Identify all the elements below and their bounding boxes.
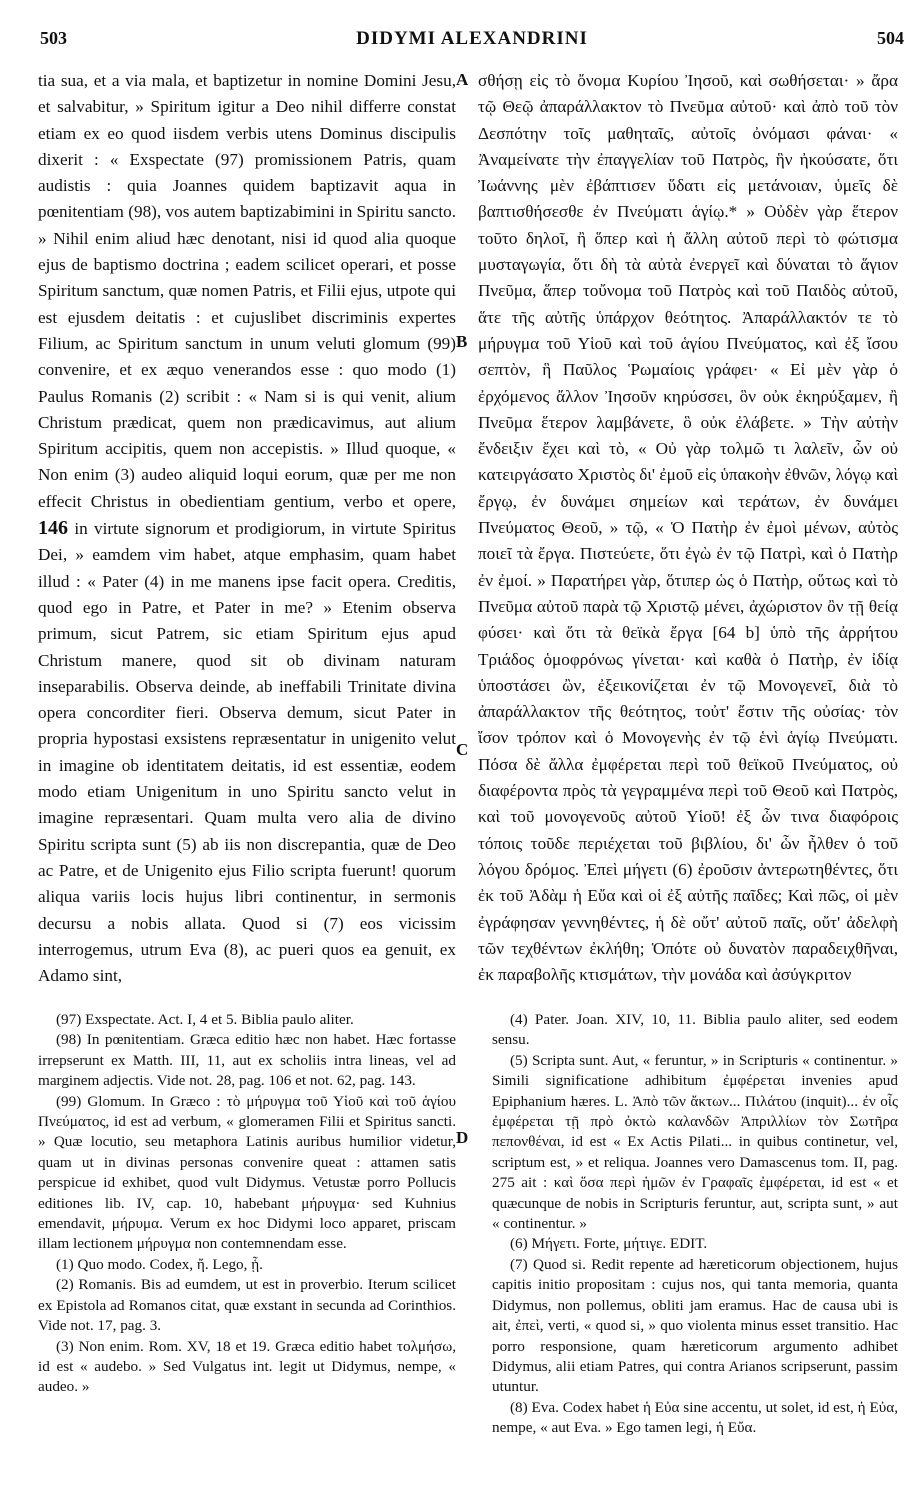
running-header — [40, 28, 904, 58]
latin-text-part-1: tia sua, et a via mala, et baptizetur in nomine Domini Jesu, et salvabitur, » Spiritum igitur a Deo nihil differre constat etiam ex eo quod iisdem verbis utens Dominus discipulis dixerit : « Exspectate (97) promissionem Patris, quam audistis : quia Joannes quidem baptizavit aqua in pœnitentiam (98), vos autem baptizabimini in Spiritu sancto. » Nihil enim aliud hæc denotant, nisi id quod alia quoque ejus de baptismo doctrina ; eadem scilicet operari, et posse Spiritum sanctum, quæ nomen Patris, et Filii ejus, utpote qui est ejusdem deitatis : et cujuslibet discriminis expertes Filium, ac Spiritum sanctum in unum veluti glomum (99) convenire, et ex æquo venerandos esse : quo modo (1) Paulus Romanis (2) scribit : « Nam si is qui venit, alium Christum prædicat, quem non prædicavimus, aut alium Spiritum accipitis, quem non accepistis. » Illud quoque, « Non enim (3) audeo aliquid loqui eorum, quæ per me non effecit Christus in obedientiam gentium, verbo et opere, — [38, 71, 456, 511]
latin-paragraph — [38, 68, 456, 989]
margin-letter-a: A — [456, 70, 469, 89]
latin-text-part-2: in virtute signorum et prodigiorum, in virtute Spiritus Dei, » eamdem vim habet, atque emphasim, quam habet illud : « Pater (4) in me manens ipse facit opera. Creditis, quod ego in Patre, et Pater in me? » Etenim observa primum, sicut Patrem, sic etiam Spiritum ejus apud Christum manere, quod sit ob divinam naturam inseparabilis. Observa deinde, ab ineffabili Trinitate divina opera concorditer fieri. Observa demum, sicut Pater in propria hypostasi exsistens repræsentatur in unigenito velut in imagine ob identitatem deitatis, id est essentiæ, eodem modo etiam Unigenitum in uno Spiritu sancto velut in imagine repræsentari. Quam multa vero alia de divino Spiritu scripta sunt (5) ab iis non discrepantia, quæ de Deo ac Patre, et de Unigenito ejus Filio scripta fuerunt! quorum aliqua variis locis hujus libri continentur, in sermonis decursu a nobis allata. Quod si (7) eos vicissim interrogemus, utrum Eva (8), ac pueri quos ea genuit, ex Adamo sint, — [38, 519, 456, 986]
footnote: (98) In pœnitentiam. Græca editio hæc non habet. Hæc fortasse irrepserunt ex Matth. III, 11, aut ex scholiis intra lineas, vel ad marginem adjectis. Vide not. 28, pag. 106 et not. 62, pag. 143. — [38, 1031, 456, 1090]
page-number-left: 503 — [40, 28, 67, 48]
footnote-separator — [38, 1003, 900, 1004]
footnotes-left — [38, 1010, 456, 1490]
footnote: (97) Exspectate. Act. I, 4 et 5. Biblia paulo aliter. — [56, 1011, 354, 1028]
greek-paragraph: σθήσῃ εἰς τὸ ὄνομα Κυρίου Ἰησοῦ, καὶ σωθήσεται· » ἄρα τῷ Θεῷ ἀπαράλλακτον τὸ Πνεῦμα αὐτοῦ· καὶ ἀπὸ τοῦ τὸν Δεσπότην τοῖς μαθηταῖς, αὐτοῖς ὀνόμασι φάναι· « Ἀναμείνατε τὴν ἐπαγγελίαν τοῦ Πατρὸς, ἣν ἠκούσατε, ὅτι Ἰωάννης μὲν ἐβάπτισεν ὕδατι εἰς μετάνοιαν, ὑμεῖς δὲ βαπτισθήσεσθε ἐν Πνεύματι ἁγίῳ.* » Οὐδὲν γὰρ ἕτερον τοῦτο δηλοῖ, ἢ ὅπερ καὶ ἡ ἄλλη αὐτοῦ περὶ τὸ φώτισμα μυσταγωγία, ὅτι δὴ τὰ αὐτὰ ἐνεργεῖ καὶ δύναται τὸ ἅγιον Πνεῦμα, ἅπερ τοὔνομα τοῦ Πατρὸς καὶ τοῦ Παιδὸς αὐτοῦ, ἅτε τῆς αὐτῆς ὑπάρχον θεότητος. Ἀπαράλλακτόν τε τὸ μήρυγμα τοῦ Υἱοῦ καὶ τοῦ ἁγίου Πνεύματος, καὶ ἐξ ἴσου σεπτὸν, ἣ Παῦλος Ῥωμαίοις γράφει· « Εἰ μὲν γὰρ ὁ ἐρχόμενος ἄλλον Ἰησοῦν κηρύσσει, ὃν οὐκ ἐκηρύξαμεν, ἢ Πνεῦμα ἕτερον λαμβάνετε, ὃ οὐκ ἐλάβετε. » Τὴν αὐτὴν ἔνδειξιν ἔχει καὶ τὸ, « Οὐ γὰρ τολμῶ τι λαλεῖν, ὧν οὐ κατειργάσατο Χριστὸς δι' ἐμοῦ εἰς ὑπακοὴν ἐθνῶν, λόγῳ καὶ ἔργῳ, ἐν δυνάμει σημείων καὶ τεράτων, ἐν δυνάμει Πνεύματος Θεοῦ, » τῷ, « Ὁ Πατὴρ ἐν ἐμοὶ μένων, αὐτὸς ποιεῖ τὰ ἔργα. Πιστεύετε, ὅτι ἐγὼ ἐν τῷ Πατρὶ, καὶ ὁ Πατὴρ ἐν ἐμοί. » Παρατήρει γὰρ, ὅτιπερ ὡς ὁ Πατὴρ, οὕτως καὶ τὸ Πνεῦμα αὐτοῦ παρὰ τῷ Χριστῷ μένει, ἀχώριστον ὂν τῇ θείᾳ φύσει· καὶ ὅτι τὰ θεϊκὰ ἔργα [64 b] ὑπὸ τῆς ἀρρήτου Τριάδος ὁμοφρόνως γίνεται· καὶ καθὰ ὁ Πατὴρ, ἐν ἰδίᾳ ὑποστάσει ὢν, ἐξεικονίζεται ἐν τῷ Μονογενεῖ, διὰ τὸ ἀπαράλλακτον τῆς θεότητος, τοὐτ' ἔστιν τῆς οὐσίας· τὸν ἴσον τρόπον καὶ ὁ Μονογενὴς ἐν τῷ ἑνὶ ἁγίῳ Πνεύματι. Πόσα δὲ ἄλλα ἐμφέρεται περὶ τοῦ θεϊκοῦ Πνεύματος, οὐ διαφέροντα πρὸς τὰ γεγραμμένα περὶ τοῦ Θεοῦ καὶ Πατρὸς, καὶ τοῦ μονογενοῦς αὐτοῦ Υἱοῦ! ἐξ ὧν τινα διαφόροις τόποις τοῦδε περιέχεται τοῦ βιβλίου, δι' ὧν ἦλθεν ὁ τοῦ λόγου δρόμος. Ἐπεὶ μήγετι (6) ἐροῦσιν ἀντερωτηθέντες, ὅτι ἐκ τοῦ Ἀδὰμ ἡ Εὔα καὶ οἱ ἐξ αὐτῆς παῖδες; Καὶ πῶς, οἱ μὲν ἐγράφησαν γεννηθέντες, ἡ δὲ οὔτ' αὐτοῦ παῖς, οὔτ' ἀδελφὴ τῶν τεχθέντων ἐκλήθη; Ὁπότε οὐ δυνατὸν παραδειχθῆναι, ἐκ παραβολῆς κτισμάτων, τὴν μονάδα καὶ ἀσύγκριτον — [478, 71, 898, 985]
greek-column — [478, 68, 898, 996]
footnote: (99) Glomum. In Græco : τὸ μήρυγμα τοῦ Υἱοῦ καὶ τοῦ ἁγίου Πνεύματος, id est ad verbum, « glomeramen Filii et Spiritus sancti. » Quæ locutio, seu metaphora Latinis auribus humilior videtur, quam ut in divinas personas convenire queat : attamen satis perspicue id exhibet, quod vult Didymus. Vetustæ porro Pollucis editiones lib. IV, cap. 10, habebant μήρυγμα· sed Kuhnius emendavit, μήρυμα. Verum ex hoc Didymi loco apparet, priscam illam lectionem μήρυγμα non contemnendam esse. — [38, 1092, 456, 1253]
footnote: (2) Romanis. Bis ad eumdem, ut est in proverbio. Iterum scilicet ex Epistola ad Romanos citat, quæ exstant in secunda ad Corinthios. Vide not. 17, pag. 3. — [38, 1276, 456, 1335]
footnote: (4) Pater. Joan. XIV, 10, 11. Biblia paulo aliter, sed eodem sensu. — [492, 1011, 898, 1049]
footnote: (3) Non enim. Rom. XV, 18 et 19. Græca editio habet τολμήσω, id est « audebo. » Sed Vulgatus int. legit ut Didymus, nempe, « audeo. » — [38, 1337, 456, 1396]
page-number-right: 504 — [877, 28, 904, 48]
running-title: DIDYMI ALEXANDRINI — [356, 28, 588, 49]
footnote: (6) Μήγετι. Forte, μήτιγε. EDIT. — [510, 1235, 708, 1253]
footnote: (7) Quod si. Redit repente ad hæreticorum objectionem, hujus capitis initio propositam : cujus nos, qui tanta memoria, quanta Didymus, non pollemus, obliti jam eramus. Hac de causa ubi is ait, ἐπεὶ, verti, « quod si, » quo violenta minus esset transitio. Hac porro responsione, quam hæreticorum argumento adhibet Didymus, alii etiam Patres, qui contra Arianos scripserunt, passim utuntur. — [492, 1255, 898, 1396]
footnotes-right — [492, 1010, 898, 1490]
latin-column — [38, 68, 456, 996]
footnote: (5) Scripta sunt. Aut, « feruntur, » in Scripturis « continentur. » Simili significatione adhibitum ἐμφέρεται invenies apud Epiphanium hæres. L. Ἀπὸ τῶν ἄκτων... Πιλάτου (inquit)... ἐν οἷς ἐμφέρεται τῇ πρὸ ὀκτὼ καλανδῶν Ἀπριλλίων τὸν Σωτῆρα πεπονθέναι, id est « Ex Actis Pilati... in quibus continetur, vel, scriptum est, » et reliqua. Joannes vero Damascenus tom. II, pag. 275 ait : καὶ ὅσα περὶ ἡμῶν ἐν Γραφαῖς ἐμφέρεται, id est « et quæcunque de nobis in Scripturis feruntur, aut, scripta sunt, » aut « continentur. » — [492, 1051, 898, 1233]
footnote: (1) Quo modo. Codex, ἤ. Lego, ᾗ. — [56, 1255, 263, 1273]
footnote: (8) Eva. Codex habet ἡ Εὐα sine accentu, ut solet, id est, ἡ Εὐα, nempe, « aut Eva. » Ego tamen legi, ἡ Εὔα. — [492, 1398, 898, 1437]
column-marker: 146 — [38, 517, 68, 540]
margin-letter-b: B — [456, 332, 468, 351]
margin-letter-d: D — [456, 1128, 469, 1147]
margin-letter-c: C — [456, 740, 469, 759]
